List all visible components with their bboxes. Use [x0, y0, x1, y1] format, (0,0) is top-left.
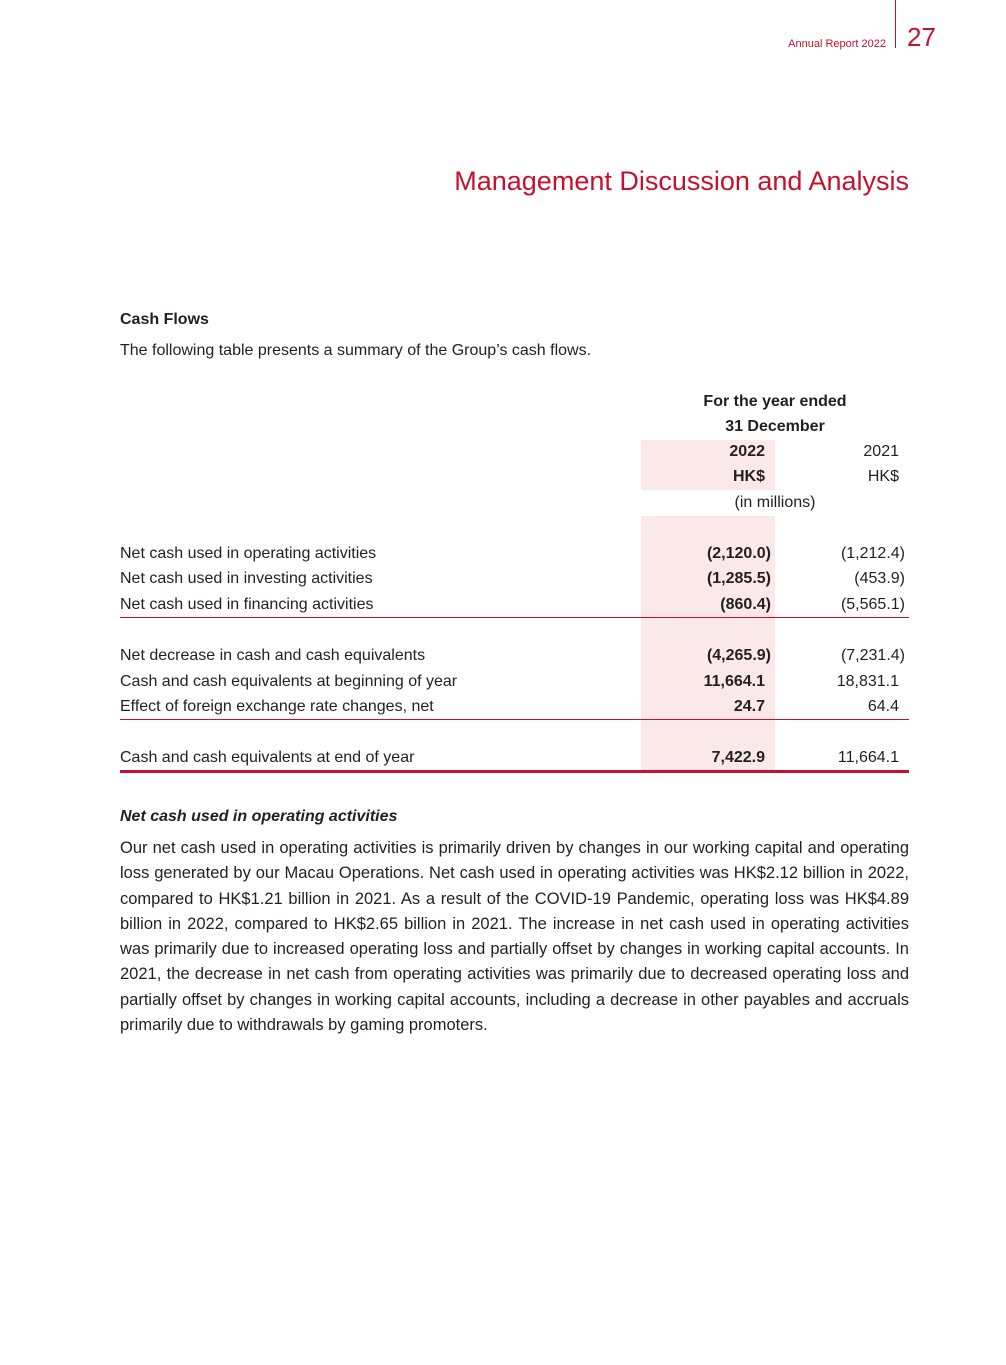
unit-note: (in millions) — [734, 494, 816, 511]
row-value-2022: 24.7 — [733, 698, 765, 715]
page-header — [0, 0, 1006, 60]
row-value-2022: 7,422.9 — [711, 749, 765, 766]
discussion-heading: Net cash used in operating activities — [120, 808, 398, 825]
row-value-2022: (2,120.0) — [706, 545, 771, 562]
row-value-2022: (1,285.5) — [706, 570, 771, 587]
currency-current: HK$ — [732, 468, 765, 485]
row-label: Cash and cash equivalents at beginning of year — [120, 673, 458, 690]
row-value-2022: (4,265.9) — [706, 647, 771, 664]
section-heading: Cash Flows — [120, 311, 209, 328]
total-rule — [120, 770, 909, 773]
period-heading-line1: For the year ended — [703, 393, 847, 410]
row-label: Net cash used in investing activities — [120, 570, 373, 587]
row-label: Effect of foreign exchange rate changes, net — [120, 698, 434, 715]
row-label: Net cash used in financing activities — [120, 596, 374, 613]
row-value-2021: (5,565.1) — [840, 596, 905, 613]
year-prior: 2021 — [863, 443, 899, 460]
row-value-2021: 64.4 — [867, 698, 899, 715]
row-value-2021: 18,831.1 — [836, 673, 899, 690]
year-current: 2022 — [729, 443, 765, 460]
subtotal-rule — [120, 617, 909, 618]
row-value-2021: 11,664.1 — [837, 749, 899, 766]
currency-prior: HK$ — [867, 468, 899, 485]
row-value-2021: (1,212.4) — [840, 545, 905, 562]
discussion-paragraph: Our net cash used in operating activities is primarily driven by changes in our working capital and operating loss generated by our Macau Operations. Net cash used in operating activities was HK$2.12 billion in 2022, compared to HK$1.21 billion in 2021. As a result of the COVID-19 Pandemic, operating loss was HK$4.89 billion in 2022, compared to HK$2.65 billion in 2021. The increase in net cash used in operating activities was primarily due to increased operating loss and partially offset by changes in working capital accounts. In 2021, the decrease in net cash from operating activities was primarily due to decreased operating loss and partially offset by changes in working capital accounts, including a decrease in other payables and accruals primarily due to withdrawals by gaming promoters. — [120, 839, 909, 1035]
header-divider — [895, 0, 896, 48]
row-label: Net decrease in cash and cash equivalents — [120, 647, 426, 664]
row-value-2021: (7,231.4) — [840, 647, 905, 664]
subtotal-rule — [120, 719, 909, 720]
page-number: 27 — [907, 22, 936, 52]
section-intro: The following table presents a summary of the Group’s cash flows. — [120, 342, 592, 359]
period-heading-line2: 31 December — [725, 418, 825, 435]
row-label: Cash and cash equivalents at end of year — [120, 749, 415, 766]
row-value-2022: (860.4) — [720, 596, 771, 613]
report-title: Annual Report 2022 — [788, 38, 886, 50]
row-label: Net cash used in operating activities — [120, 545, 377, 562]
row-value-2021: (453.9) — [854, 570, 905, 587]
row-value-2022: 11,664.1 — [703, 673, 765, 690]
page-title: Management Discussion and Analysis — [454, 166, 909, 196]
